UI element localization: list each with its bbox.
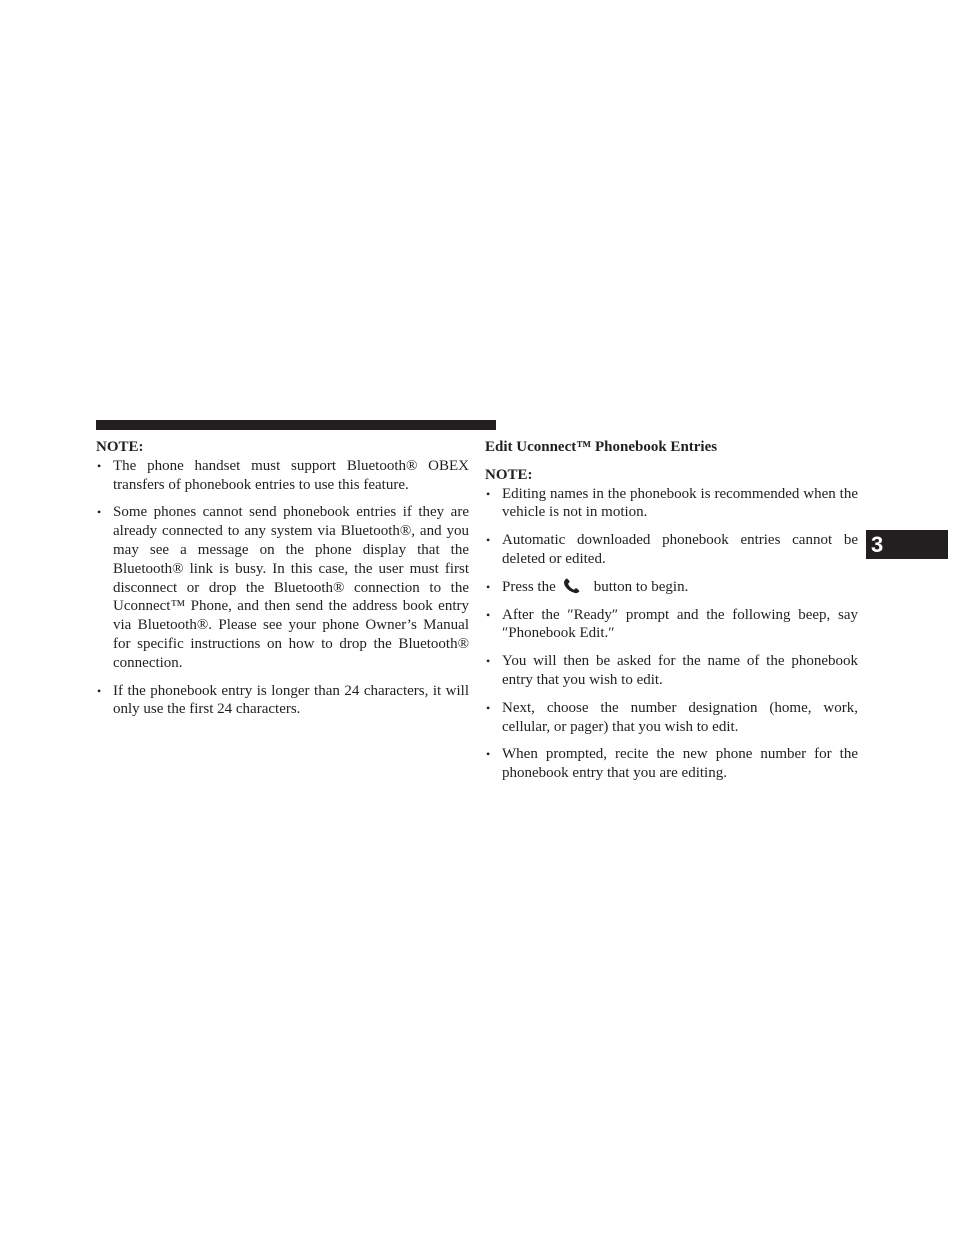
right-column: [485, 438, 858, 792]
bullet-icon: •: [486, 579, 491, 594]
bullet-icon: •: [97, 683, 102, 698]
list-item: • Next, choose the number designation (home, work, cellular, or pager) that you wish to edit.: [486, 699, 858, 735]
list-item: • You will then be asked for the name of the phonebook entry that you wish to edit.: [486, 653, 858, 688]
bullet-icon: •: [486, 486, 491, 501]
list-item: • Automatic downloaded phonebook entries cannot be deleted or edited.: [486, 532, 858, 567]
list-item: • If the phonebook entry is longer than 24 characters, it will only use the first 24 characters.: [97, 682, 469, 718]
bullet-icon: •: [486, 747, 491, 762]
bullet-icon: •: [486, 654, 491, 669]
section-heading: Edit Uconnect™ Phonebook Entries: [485, 439, 718, 455]
bullet-icon: •: [97, 458, 102, 473]
list-item: • Press the button to begin.: [486, 578, 689, 595]
note-label: NOTE:: [485, 466, 533, 483]
bullet-icon: •: [97, 505, 102, 520]
list-item: • The phone handset must support Bluetooth® OBEX transfers of phonebook entries to use this feature.: [97, 457, 469, 493]
list-item: • After the ″Ready″ prompt and the following beep, say ″Phonebook Edit.″: [486, 606, 858, 642]
list-item: • When prompted, recite the new phone number for the phonebook entry that you are editing.: [486, 746, 858, 782]
chapter-tab: 3: [866, 530, 948, 559]
left-column: [96, 438, 469, 728]
bullet-icon: •: [486, 533, 491, 548]
left-bullet-list: [96, 457, 469, 719]
section-rule: [96, 420, 496, 430]
list-item: • Some phones cannot send phonebook entries if they are already connected to any system via Bluetooth®, and you may see a message on the phone display that the Bluetooth® link is busy. In this case, the user must first disconnect or drop the Bluetooth® connection to the Uconnect™ Phone, and then send the address book entry via Bluetooth®. Please see your phone Owner’s Manual for specific instructions on how to drop the Bluetooth® connection.: [97, 504, 469, 671]
bullet-icon: •: [486, 700, 491, 715]
list-item: • Editing names in the phonebook is recommended when the vehicle is not in motion.: [486, 485, 858, 521]
right-bullet-list: [485, 485, 858, 783]
note-label: NOTE:: [96, 439, 144, 455]
phone-icon: [562, 578, 584, 594]
bullet-icon: •: [486, 607, 491, 622]
